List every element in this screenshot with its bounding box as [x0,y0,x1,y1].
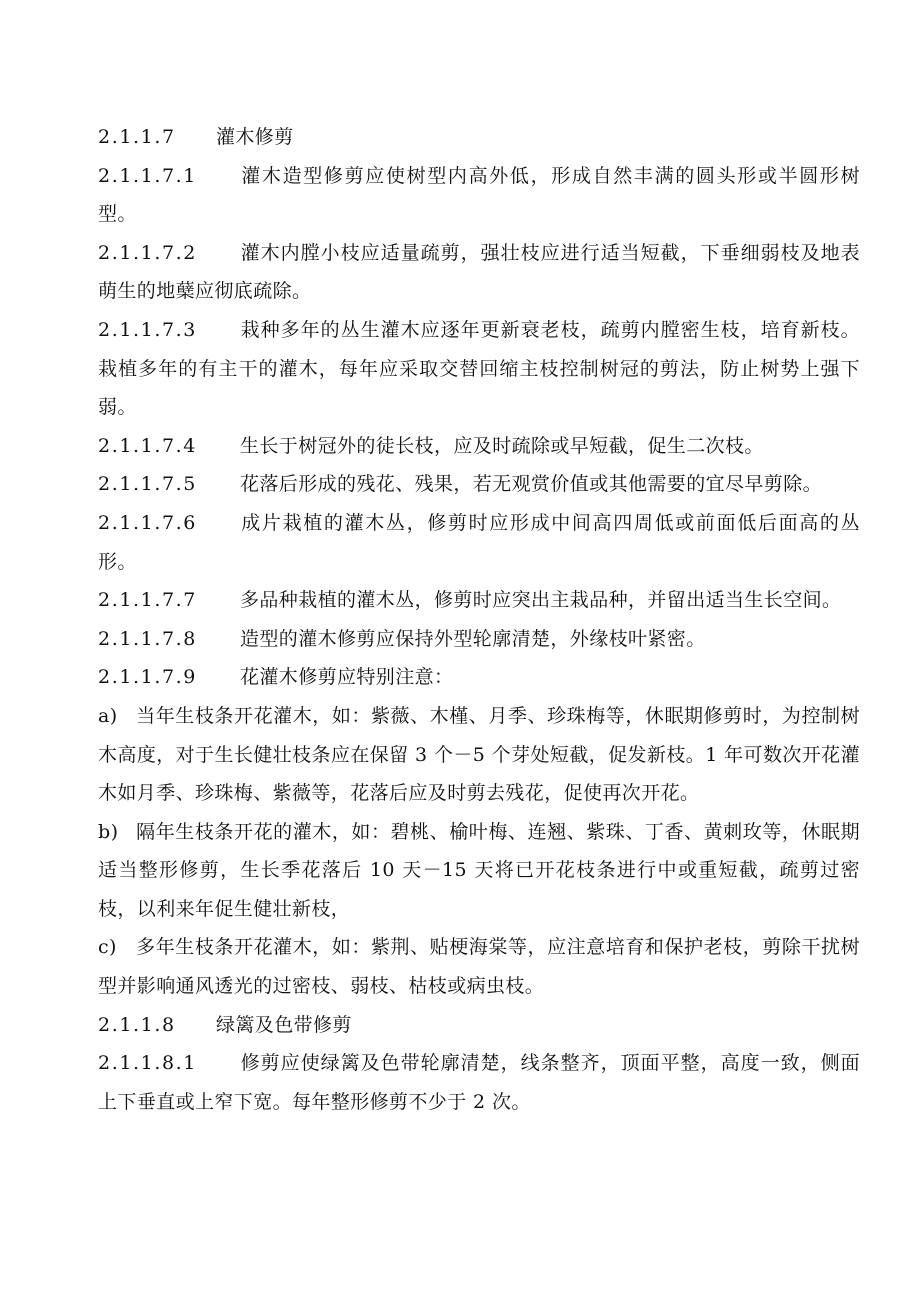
clause-text: 修剪应使绿篱及色带轮廓清楚，线条整齐，顶面平整，高度一致，侧面上下垂直或上窄下宽。每年整形修剪不少于 2 次。 [98,1052,860,1113]
clause-text: 造型的灌木修剪应保持外型轮廓清楚，外缘枝叶紧密。 [240,627,706,650]
clause-number: 2.1.1.7.2 [98,241,198,264]
clause-text: 绿篱及色带修剪 [216,1013,352,1036]
clause-paragraph [98,1044,860,1121]
list-item-b [98,813,860,929]
clause-text: 花落后形成的残花、残果，若无观赏价值或其他需要的宜尽早剪除。 [240,473,823,496]
clause-paragraph [98,620,860,659]
section-heading [98,118,860,157]
clause-text: 成片栽植的灌木丛，修剪时应形成中间高四周低或前面低后面高的丛形。 [98,511,860,573]
clause-number: 2.1.1.7.7 [98,589,198,612]
clause-text: 灌木造型修剪应使树型内高外低，形成自然丰满的圆头形或半圆形树型。 [98,164,860,226]
list-label: c) [98,936,117,959]
clause-number: 2.1.1.7.1 [98,164,198,187]
document-page [98,118,860,1121]
clause-text: 灌木内膛小枝应适量疏剪，强壮枝应进行适当短截，下垂细弱枝及地表萌生的地蘖应彻底疏除。 [98,241,860,303]
list-text: 隔年生枝条开花的灌木，如：碧桃、榆叶梅、连翘、紫珠、丁香、黄刺玫等，休眠期适当整形修剪，生长季花落后 10 天－15 天将已开花枝条进行中或重短截，疏剪过密枝，以利来年促生健壮新枝， [98,820,860,920]
clause-number: 2.1.1.7.4 [98,434,198,457]
clause-number: 2.1.1.7 [98,126,176,148]
clause-paragraph [98,581,860,620]
clause-paragraph [98,157,860,234]
clause-paragraph [98,427,860,466]
clause-text: 花灌木修剪应特别注意： [240,666,454,689]
clause-number: 2.1.1.7.3 [98,318,198,341]
clause-paragraph [98,658,860,697]
clause-paragraph [98,234,860,311]
list-item-a [98,697,860,813]
list-label: a) [98,704,118,727]
clause-text: 生长于树冠外的徒长枝，应及时疏除或早短截，促生二次枝。 [240,434,764,457]
clause-number: 2.1.1.8 [98,1013,176,1036]
clause-paragraph [98,311,860,427]
section-heading [98,1006,860,1045]
clause-text: 多品种栽植的灌木丛，修剪时应突出主栽品种，并留出适当生长空间。 [240,589,842,612]
list-item-c [98,928,860,1005]
list-label: b) [98,820,119,843]
clause-number: 2.1.1.7.5 [98,473,198,496]
clause-number: 2.1.1.7.8 [98,627,198,650]
clause-number: 2.1.1.7.6 [98,511,198,534]
clause-text: 栽种多年的丛生灌木应逐年更新衰老枝，疏剪内膛密生枝，培育新枝。栽植多年的有主干的灌木，每年应采取交替回缩主枝控制树冠的剪法，防止树势上强下弱。 [98,318,860,419]
clause-paragraph [98,504,860,581]
clause-paragraph [98,465,860,504]
list-text: 当年生枝条开花灌木，如：紫薇、木槿、月季、珍珠梅等，休眠期修剪时，为控制树木高度，对于生长健壮枝条应在保留 3 个－5 个芽处短截，促发新枝。1 年可数次开花灌木如月季、珍珠梅、紫薇等，花落后应及时剪去残花，促使再次开花。 [98,704,860,805]
clause-number: 2.1.1.8.1 [98,1052,198,1075]
list-text: 多年生枝条开花灌木，如：紫荆、贴梗海棠等，应注意培育和保护老枝，剪除干扰树型并影响通风透光的过密枝、弱枝、枯枝或病虫枝。 [98,936,860,998]
clause-text: 灌木修剪 [216,126,294,148]
clause-number: 2.1.1.7.9 [98,666,198,689]
